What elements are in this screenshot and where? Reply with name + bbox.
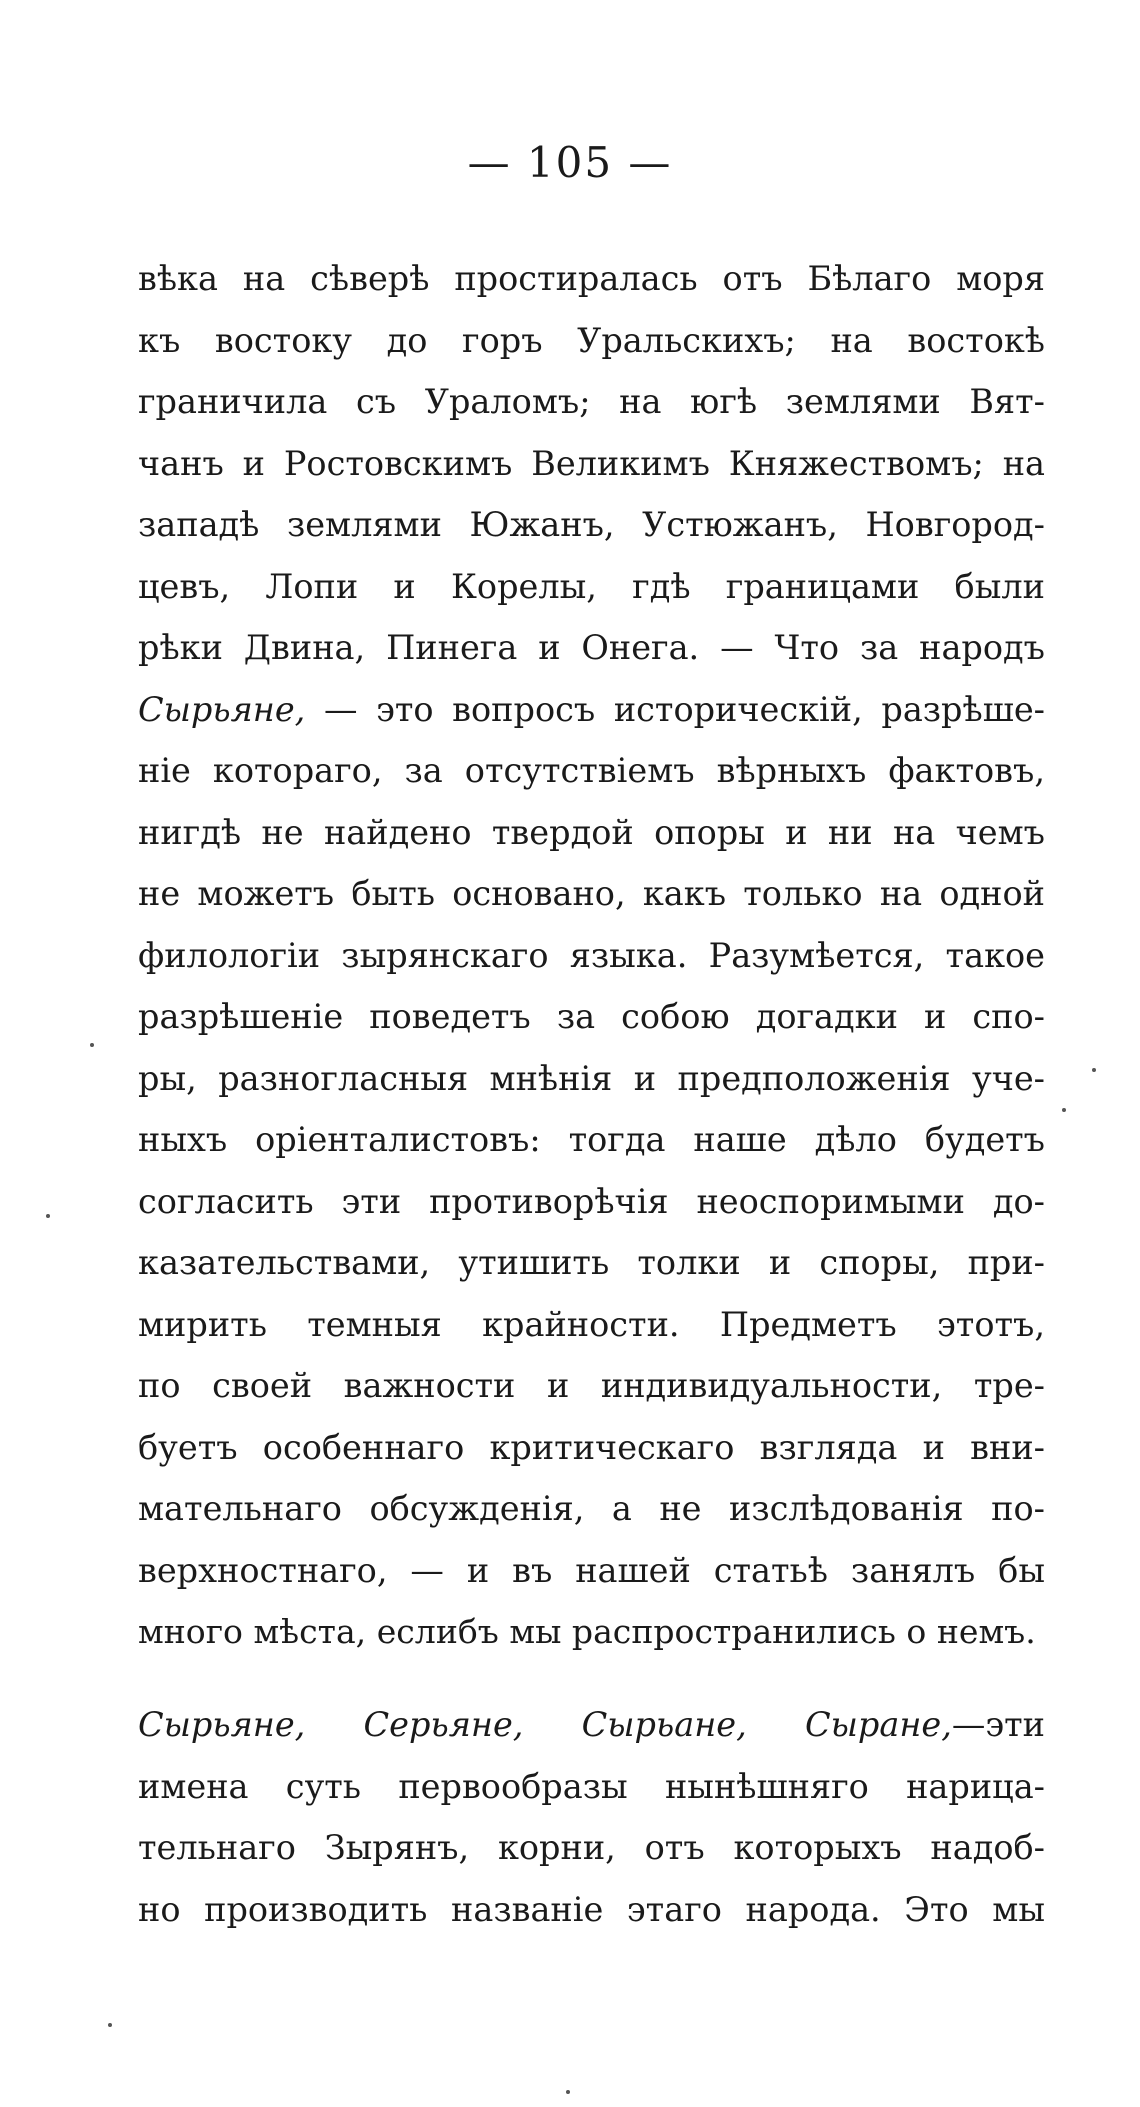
text-line: чанъ и Ростовскимъ Великимъ Княжествомъ; на (138, 443, 1045, 483)
text-line (138, 1694, 1045, 1756)
paper-speck (1062, 1108, 1066, 1112)
paper-speck (90, 1043, 94, 1047)
text-line: вѣка на сѣверѣ простиралась отъ Бѣлаго моря (138, 259, 1045, 298)
text-line: но производить названіе этаго народа. Это мы (138, 1889, 1045, 1929)
paper-speck (566, 2090, 570, 2094)
line-rest: — это вопросъ историческій, разрѣше- (323, 689, 1045, 729)
text-line: мирить темныя крайности. Предметъ этотъ, (138, 1304, 1045, 1344)
text-line: филологіи зырянскаго языка. Разумѣется, такое (138, 935, 1045, 975)
text-line: рѣки Двина, Пинега и Онега. — Что за народъ (138, 628, 1045, 667)
text-line: буетъ особеннаго критическаго взгляда и вни- (138, 1427, 1045, 1467)
text-line: имена суть первообразы нынѣшняго нарица- (138, 1766, 1045, 1806)
text-line: западѣ землями Южанъ, Устюжанъ, Новгород- (138, 505, 1045, 544)
italic-word: Сырьяне, (138, 689, 306, 729)
text-line: мательнаго обсужденія, а не изслѣдованія по- (138, 1489, 1045, 1528)
line-rest: —эти (951, 1705, 1045, 1744)
text-line: не можетъ быть основано, какъ только на одной (138, 874, 1045, 913)
page-number: — 105 — (467, 138, 673, 187)
text-line: тельнаго Зырянъ, корни, отъ которыхъ надоб- (138, 1828, 1045, 1867)
paper-speck (108, 2023, 112, 2027)
italic-names: Сырьяне, Серьяне, Сырьане, Сыране, (138, 1705, 952, 1744)
text-line: цевъ, Лопи и Корелы, гдѣ границами были (138, 566, 1045, 606)
text-line: граничила съ Ураломъ; на югѣ землями Вят- (138, 382, 1045, 421)
paragraph-2 (138, 1694, 1045, 1940)
text-line: по своей важности и индивидуальности, тре- (138, 1366, 1045, 1405)
paragraph-1 (138, 248, 1045, 1663)
text-line: ры, разногласныя мнѣнія и предположенія уче- (138, 1058, 1045, 1098)
text-line: нигдѣ не найдено твердой опоры и ни на чемъ (138, 812, 1045, 852)
text-line: разрѣшеніе поведетъ за собою догадки и спо- (138, 997, 1045, 1036)
text-line: согласить эти противорѣчія неоспоримыми до- (138, 1181, 1045, 1221)
text-line: къ востоку до горъ Уральскихъ; на востокѣ (138, 320, 1045, 360)
paper-speck (1092, 1068, 1096, 1072)
text-line (138, 679, 1045, 741)
text-line: ніе котораго, за отсутствіемъ вѣрныхъ фактовъ, (138, 751, 1045, 790)
text-line: верхностнаго, — и въ нашей статьѣ занялъ бы (138, 1550, 1045, 1590)
text-line: казательствами, утишить толки и споры, при- (138, 1243, 1045, 1282)
text-line: ныхъ оріенталистовъ: тогда наше дѣло будетъ (138, 1120, 1045, 1159)
paper-speck (46, 1214, 50, 1218)
text-line: много мѣста, еслибъ мы распространились о немъ. (138, 1612, 1036, 1651)
